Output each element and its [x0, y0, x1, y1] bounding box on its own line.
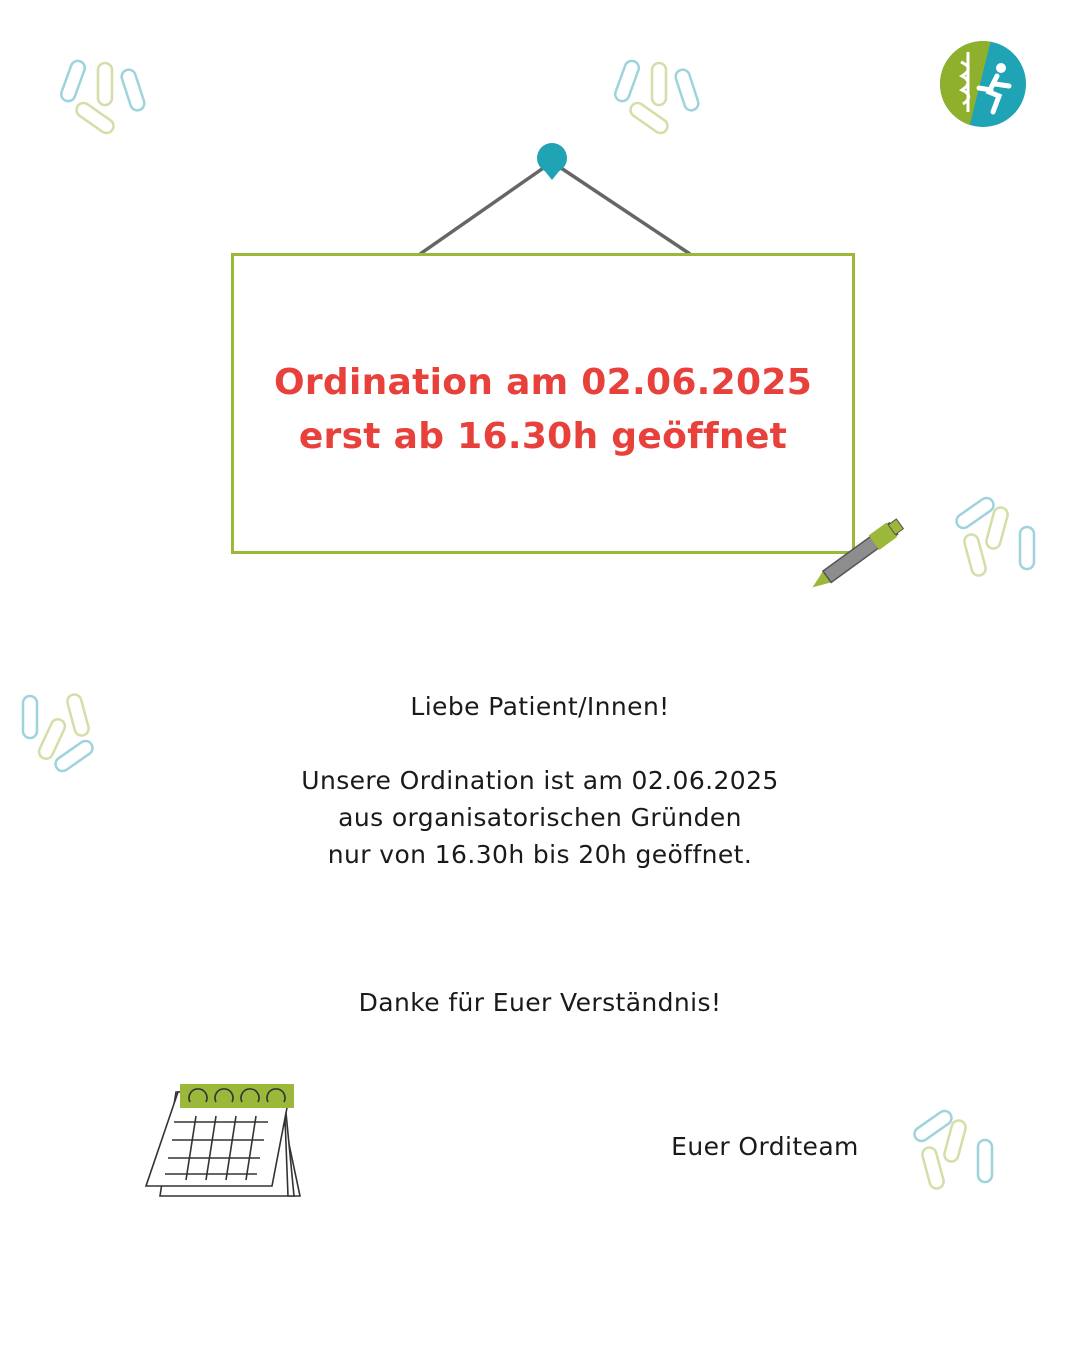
thanks-text: Danke für Euer Verständnis!: [358, 988, 722, 1017]
sign-hanger: [410, 140, 700, 258]
paperclip-icon: [612, 55, 712, 145]
caduceus-runner-logo-icon: [939, 40, 1027, 128]
sign-line-2: erst ab 16.30h geöffnet: [298, 416, 788, 457]
message-line-1: Unsere Ordination ist am 02.06.2025: [301, 766, 779, 795]
signoff-text: Euer Orditeam: [671, 1132, 859, 1161]
message-paragraph: [0, 762, 1080, 873]
paperclip-icon: [950, 492, 1045, 587]
paperclip-icon: [58, 55, 158, 145]
announcement-sign: [231, 253, 855, 554]
pushpin-icon: [537, 143, 567, 180]
sign-heading: [234, 356, 852, 464]
paperclip-icon: [908, 1105, 1003, 1200]
sign-line-1: Ordination am 02.06.2025: [273, 362, 813, 403]
pen-icon: [800, 508, 915, 603]
greeting: Liebe Patient/Innen!: [410, 692, 670, 721]
calendar-icon: [140, 1078, 305, 1203]
message-line-3: nur von 16.30h bis 20h geöffnet.: [327, 840, 753, 869]
message-line-2: aus organisatorischen Gründen: [338, 803, 742, 832]
